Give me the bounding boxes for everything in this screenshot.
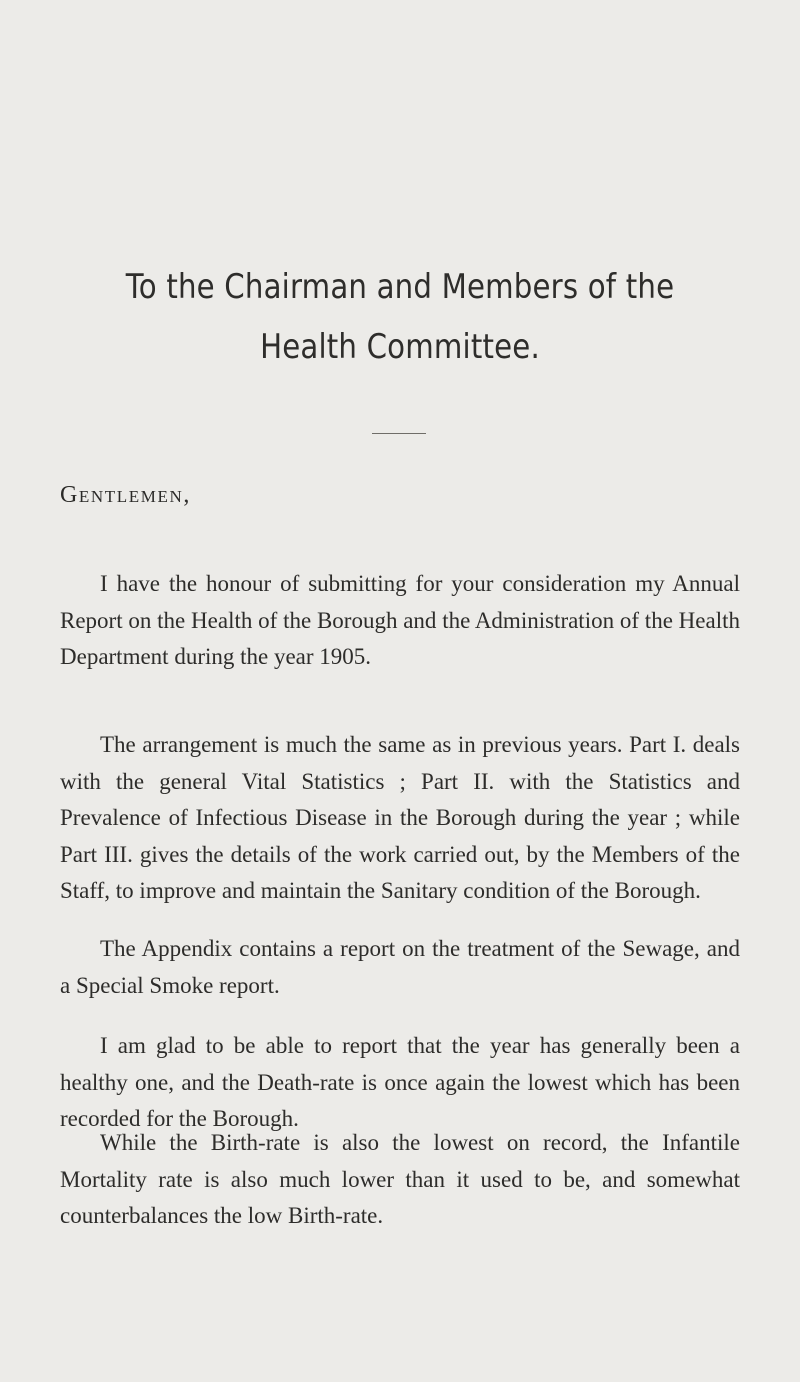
paragraph-1: I have the honour of submitting for your consideration my Annual Report on the Health of the Borough and the Administration of the Health Department during the year 1905. (60, 571, 740, 669)
heading-line-2: Health Committee. (260, 327, 540, 367)
heading-line-1: To the Chairman and Members of the (125, 267, 675, 307)
salutation: Gentlemen, (60, 482, 191, 508)
paragraph-4: I am glad to be able to report that the year has generally been a healthy one, and the Death-rate is once again the lowest which has been recorded for the Borough. (60, 1033, 740, 1131)
paragraph-2: The arrangement is much the same as in previous years. Part I. deals with the general Vital Statistics ; Part II. with the Statistics and Prevalence of Infectious Disease in the Borough during the year ; while Part III. gives the details of the work carried out, by the Members of the Staff, to improve and maintain the Sanitary condition of the Borough. (60, 732, 740, 903)
paragraph-5: While the Birth-rate is also the lowest on record, the Infantile Mortality rate is also much lower than it used to be, and somewhat counterbalances the low Birth-rate. (60, 1130, 740, 1228)
divider-rule (372, 433, 426, 434)
paragraph-3: The Appendix contains a report on the treatment of the Sewage, and a Special Smoke report. (60, 936, 740, 998)
